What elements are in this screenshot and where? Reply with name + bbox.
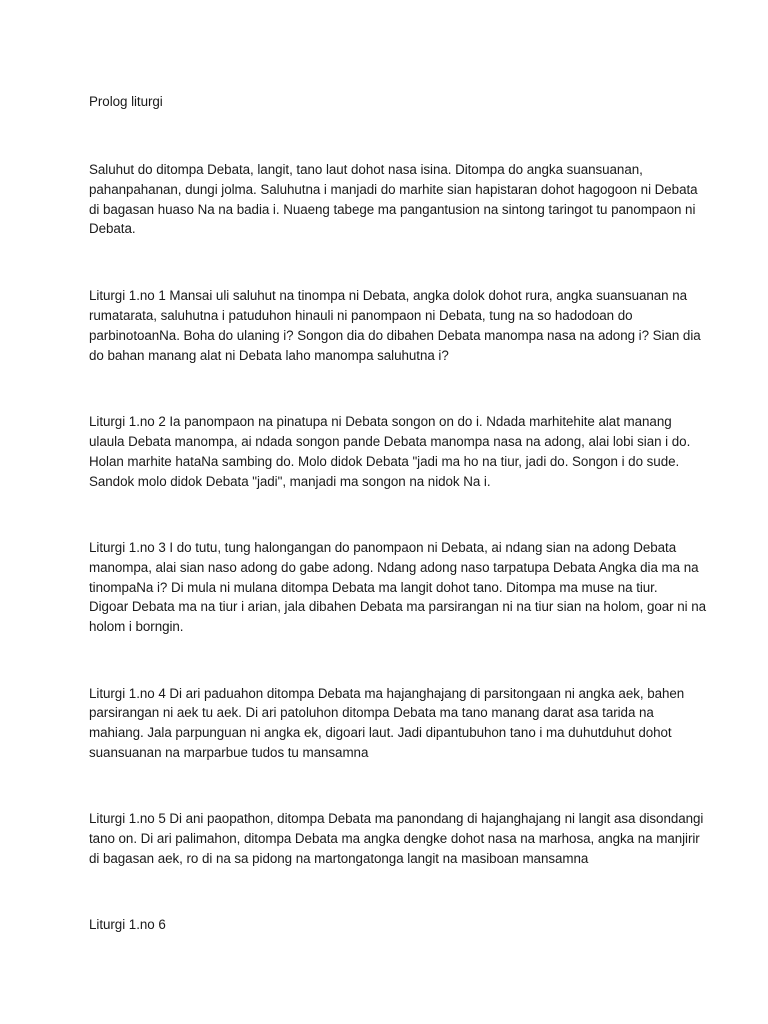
paragraph-line: Liturgi 1.no 3 I do tutu, tung halongangan do panompaon ni Debata, ai ndang sian na adong Debata [89, 540, 677, 555]
paragraph-line: Debata. [89, 221, 136, 236]
paragraph-line: Liturgi 1.no 5 Di ani paopathon, ditompa Debata ma panondang di hajanghajang ni langit asa disondangi [89, 811, 704, 826]
paragraph-line: Liturgi 1.no 4 Di ari paduahon ditompa Debata ma hajanghajang di parsitongaan ni angka aek, bahen [89, 686, 685, 701]
paragraph-line: tinompaNa i? Di mula ni mulana ditompa Debata ma langit dohot tano. Ditompa ma muse na tiur. [89, 580, 658, 595]
paragraph-line: parbinotoanNa. Boha do ulaning i? Songon dia do dibahen Debata manompa nasa na adong i? Sian dia [89, 328, 701, 343]
paragraph-line: Saluhut do ditompa Debata, langit, tano laut dohot nasa isina. Ditompa do angka suansuanan, [89, 162, 643, 177]
paragraph-line: parsirangan ni aek tu aek. Di ari patoluhon ditompa Debata ma tano manang darat asa tarida na [89, 705, 654, 720]
paragraph-line: suansuanan na marparbue tudos tu mansamna [89, 745, 369, 760]
paragraph-line: holom i borngin. [89, 619, 184, 634]
paragraph-line: Digoar Debata ma na tiur i arian, jala dibahen Debata ma parsirangan ni na tiur sian na holom, goar ni na [89, 599, 707, 614]
paragraph-line: mahiang. Jala parpunguan ni angka ek, digoari laut. Jadi dipantubuhon tano i ma duhutduhut dohot [89, 725, 672, 740]
paragraph-line: tano on. Di ari palimahon, ditompa Debata ma angka dengke dohot nasa na marhosa, angka na manjirir [89, 831, 700, 846]
paragraph-line: pahanpahanan, dungi jolma. Saluhutna i manjadi do marhite sian hapistaran dohot hagogoon ni Debata [89, 182, 698, 197]
paragraph-line: Liturgi 1.no 1 Mansai uli saluhut na tinompa ni Debata, angka dolok dohot rura, angka suansuanan na [89, 288, 688, 303]
paragraph-line: manompa, alai sian naso adong do gabe adong. Ndang adong naso tarpatupa Debata Angka dia ma na [89, 560, 699, 575]
paragraph-line: di bagasan aek, ro di na sa pidong na martongatonga langit na masiboan mansamna [89, 851, 589, 866]
paragraph-line: Liturgi 1.no 6 [89, 917, 166, 932]
paragraph-line: di bagasan huaso Na na badia i. Nuaeng tabege ma pangantusion na sintong taringot tu panompaon ni [89, 202, 696, 217]
paragraph-line: do bahan manang alat ni Debata laho manompa saluhutna i? [89, 348, 449, 363]
paragraph-line: Sandok molo didok Debata "jadi", manjadi ma songon na nidok Na i. [89, 474, 491, 489]
paragraph-line: rumatarata, saluhutna i patuduhon hinauli ni panompaon ni Debata, tung na so hadodoan do [89, 308, 633, 323]
paragraph-line: ulaula Debata manompa, ai ndada songon pande Debata manompa nasa na adong, alai lobi sian i do. [89, 434, 691, 449]
paragraph-line: Liturgi 1.no 2 Ia panompaon na pinatupa ni Debata songon on do i. Ndada marhitehite alat manang [89, 414, 672, 429]
paragraph-line: Holan marhite hataNa sambing do. Molo didok Debata "jadi ma ho na tiur, jadi do. Songon i do sude. [89, 454, 680, 469]
document-title: Prolog liturgi [89, 94, 163, 109]
